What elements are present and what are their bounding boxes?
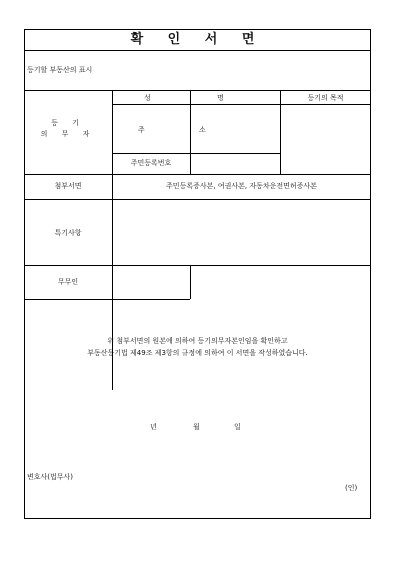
seal-label: (인) bbox=[345, 484, 358, 492]
id-number-label: 주민등록번호 bbox=[130, 159, 172, 167]
date-day-label: 일 bbox=[234, 423, 241, 431]
signer-label: 변호사(법무사) bbox=[27, 473, 74, 481]
divider bbox=[24, 90, 371, 91]
special-notes-label: 특기사항 bbox=[54, 229, 82, 237]
name-label: 성 명 bbox=[144, 94, 256, 102]
divider bbox=[24, 174, 371, 175]
divider bbox=[112, 153, 280, 154]
property-display-label: 등기할 부동산의 표시 bbox=[27, 66, 93, 74]
date-month-label: 월 bbox=[193, 423, 200, 431]
statement-line-1: 위 첨부서면의 원본에 의하여 등기의무자본인임을 확인하고 bbox=[107, 337, 288, 345]
divider bbox=[24, 299, 190, 300]
divider bbox=[112, 104, 371, 105]
attachments-value: 주민등록증사본, 여권사본, 자동차운전면허증사본 bbox=[166, 182, 317, 190]
form-title: 확 인 서 면 bbox=[24, 29, 371, 51]
address-label: 주 소 bbox=[138, 126, 232, 134]
statement-line-2: 부동산등기법 제49조 제3항의 규정에 의하여 이 서면을 작성하였습니다. bbox=[87, 349, 308, 357]
divider bbox=[24, 199, 371, 200]
thumbprint-label: 무무인 bbox=[57, 278, 79, 286]
purpose-label: 등기의 목적 bbox=[307, 94, 344, 102]
date-year-label: 년 bbox=[150, 423, 157, 431]
divider bbox=[24, 265, 371, 266]
attachments-label: 첨부서면 bbox=[54, 182, 82, 190]
column-divider bbox=[190, 265, 191, 299]
obligor-label: 등 기 의 무 자 bbox=[40, 119, 96, 138]
